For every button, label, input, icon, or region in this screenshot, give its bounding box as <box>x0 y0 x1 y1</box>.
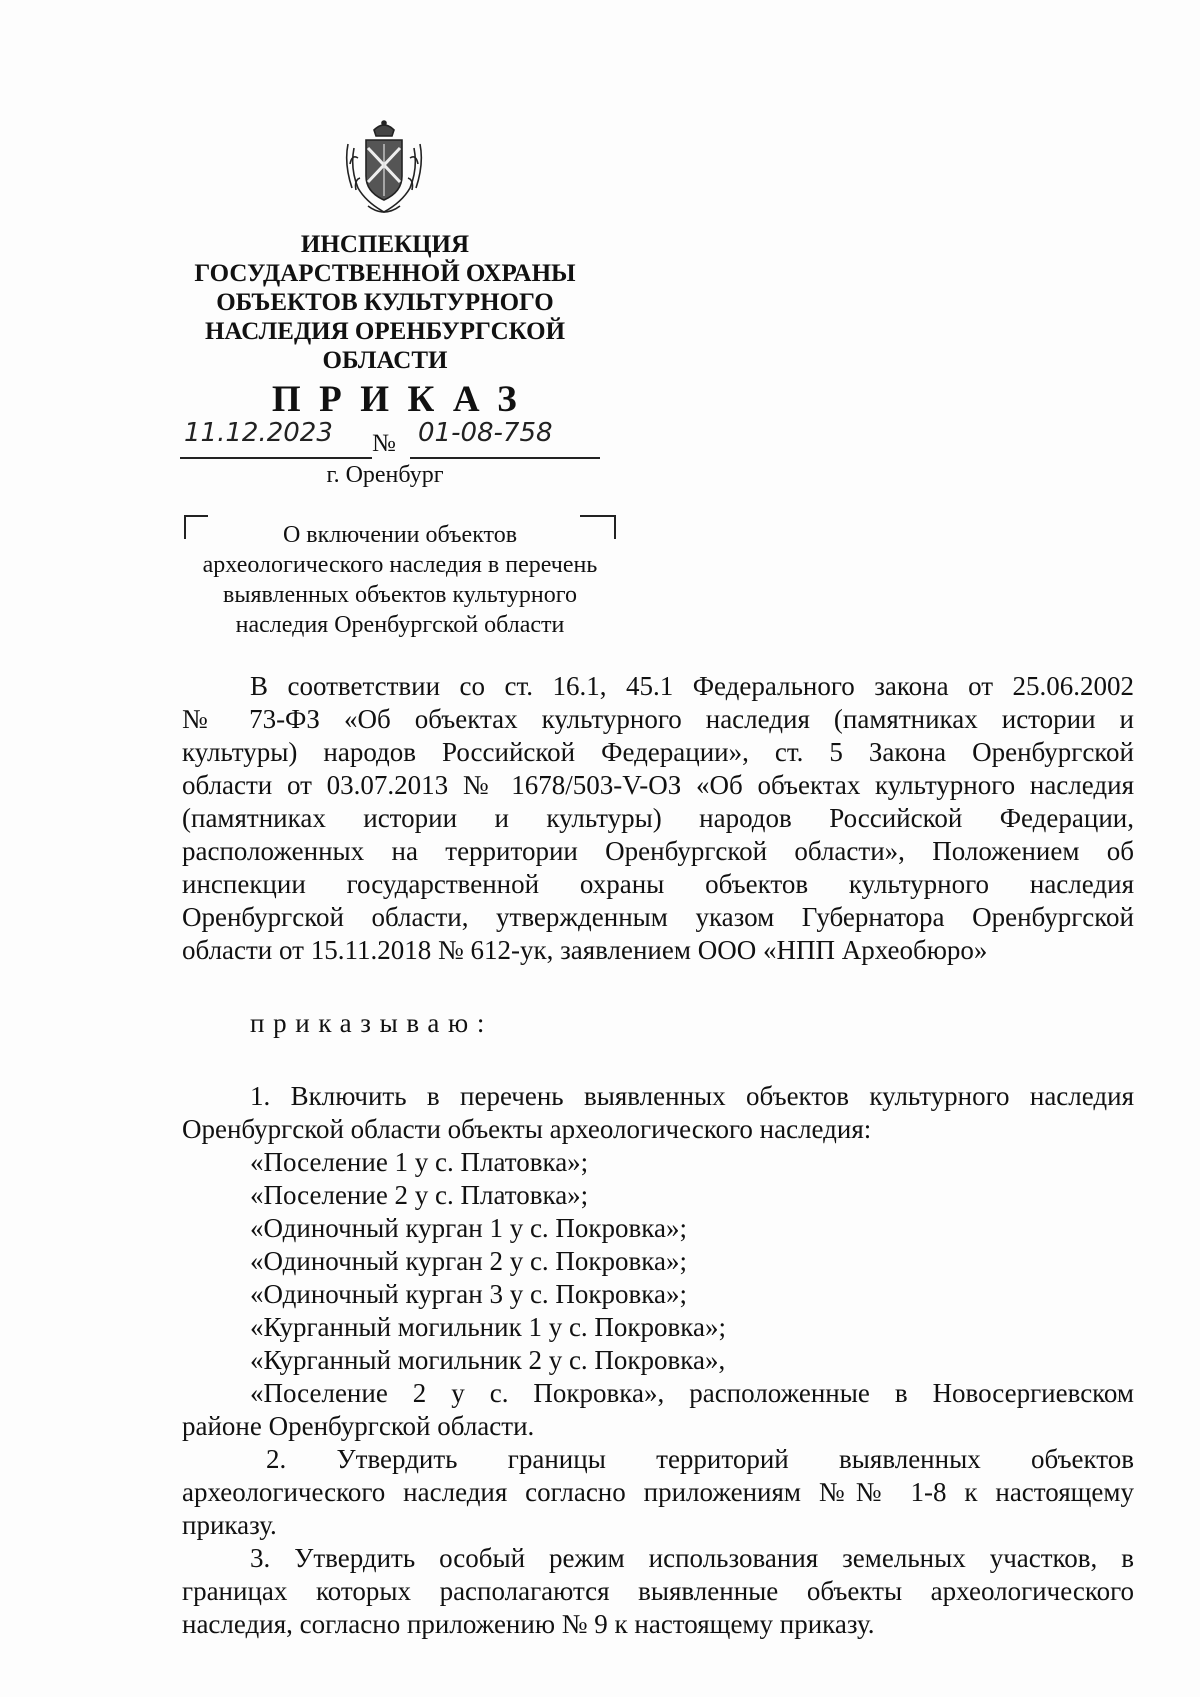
item-3-line: 3. Утвердить особый режим использования земельных участков, в <box>250 1543 1134 1573</box>
organization-name-line: ОБЛАСТИ <box>322 347 448 374</box>
preamble-paragraph <box>182 670 1134 967</box>
heritage-object-item: «Курганный могильник 1 у с. Покровка»; <box>250 1312 726 1342</box>
organization-name <box>150 230 620 375</box>
item-1-line: «Поселение 2 у с. Покровка», расположенные в Новосергиевском <box>250 1378 1134 1408</box>
item-1 <box>182 1080 1134 1443</box>
number-underline <box>410 457 600 459</box>
heritage-object-item: «Поселение 1 у с. Платовка»; <box>250 1147 589 1177</box>
item-1-line: районе Оренбургской области. <box>182 1411 535 1441</box>
preamble-line: (памятниках истории и культуры) народов Российской Федерации, <box>182 803 1134 833</box>
order-word: приказываю: <box>250 1008 493 1038</box>
subject-line: наследия Оренбургской области <box>235 612 565 638</box>
subject-line: О включении объектов <box>282 522 518 548</box>
preamble-line: области от 15.11.2018 № 612-ук, заявлением ООО «НПП Археобюро» <box>182 935 988 965</box>
heritage-object-item: «Одиночный курган 1 у с. Покровка»; <box>250 1213 687 1243</box>
preamble-line: культуры) народов Российской Федерации», ст. 5 Закона Оренбургской <box>182 737 1134 767</box>
preamble-line: В соответствии со ст. 16.1, 45.1 Федерального закона от 25.06.2002 <box>250 671 1134 701</box>
organization-name-line: ГОСУДАРСТВЕННОЙ ОХРАНЫ <box>194 260 576 287</box>
organization-name-line: ОБЪЕКТОВ КУЛЬТУРНОГО <box>216 289 554 316</box>
preamble-line: области от 03.07.2013 № 1678/503-V-ОЗ «Об объектах культурного наследия <box>182 770 1134 800</box>
item-2-line: приказу. <box>182 1510 277 1540</box>
preamble-line: № 73-ФЗ «Об объектах культурного наследия (памятниках истории и <box>182 704 1134 734</box>
order-subject <box>180 520 620 640</box>
preamble-line: Оренбургской области, утвержденным указом Губернатора Оренбургской <box>182 902 1134 932</box>
heritage-object-item: «Одиночный курган 2 у с. Покровка»; <box>250 1246 687 1276</box>
subject-line: выявленных объектов культурного <box>222 582 577 608</box>
item-2-line: 2. Утвердить границы территорий выявленных объектов <box>266 1444 1134 1474</box>
heritage-object-item: «Курганный могильник 2 у с. Покровка», <box>250 1345 726 1375</box>
organization-name-line: ИНСПЕКЦИЯ <box>300 231 470 258</box>
organization-name-line: НАСЛЕДИЯ ОРЕНБУРГСКОЙ <box>204 318 566 345</box>
item-1-line: Оренбургской области объекты археологического наследия: <box>182 1114 872 1144</box>
item-3-line: границах которых располагаются выявленные объекты археологического <box>182 1576 1134 1606</box>
heritage-object-item: «Одиночный курган 3 у с. Покровка»; <box>250 1279 687 1309</box>
item-1-line: 1. Включить в перечень выявленных объектов культурного наследия <box>250 1081 1134 1111</box>
date-underline <box>180 457 372 459</box>
item-2 <box>182 1443 1134 1542</box>
order-body <box>182 670 1134 1641</box>
order-number-handwritten: 01-08-758 <box>418 418 553 448</box>
order-city: г. Оренбург <box>326 462 444 488</box>
order-date-handwritten: 11.12.2023 <box>184 418 333 448</box>
preamble-line: расположенных на территории Оренбургской области», Положением об <box>182 836 1134 866</box>
item-2-line: археологического наследия согласно приложениям №№ 1-8 к настоящему <box>182 1477 1134 1507</box>
item-3-line: наследия, согласно приложению № 9 к настоящему приказу. <box>182 1609 875 1639</box>
coat-of-arms-emblem <box>344 118 424 222</box>
order-number-sign: № <box>372 430 396 457</box>
heritage-object-item: «Поселение 2 у с. Платовка»; <box>250 1180 589 1210</box>
subject-line: археологического наследия в перечень <box>202 552 598 578</box>
order-title: ПРИКАЗ <box>271 379 536 420</box>
preamble-line: инспекции государственной охраны объектов культурного наследия <box>182 869 1134 899</box>
item-3 <box>182 1542 1134 1641</box>
